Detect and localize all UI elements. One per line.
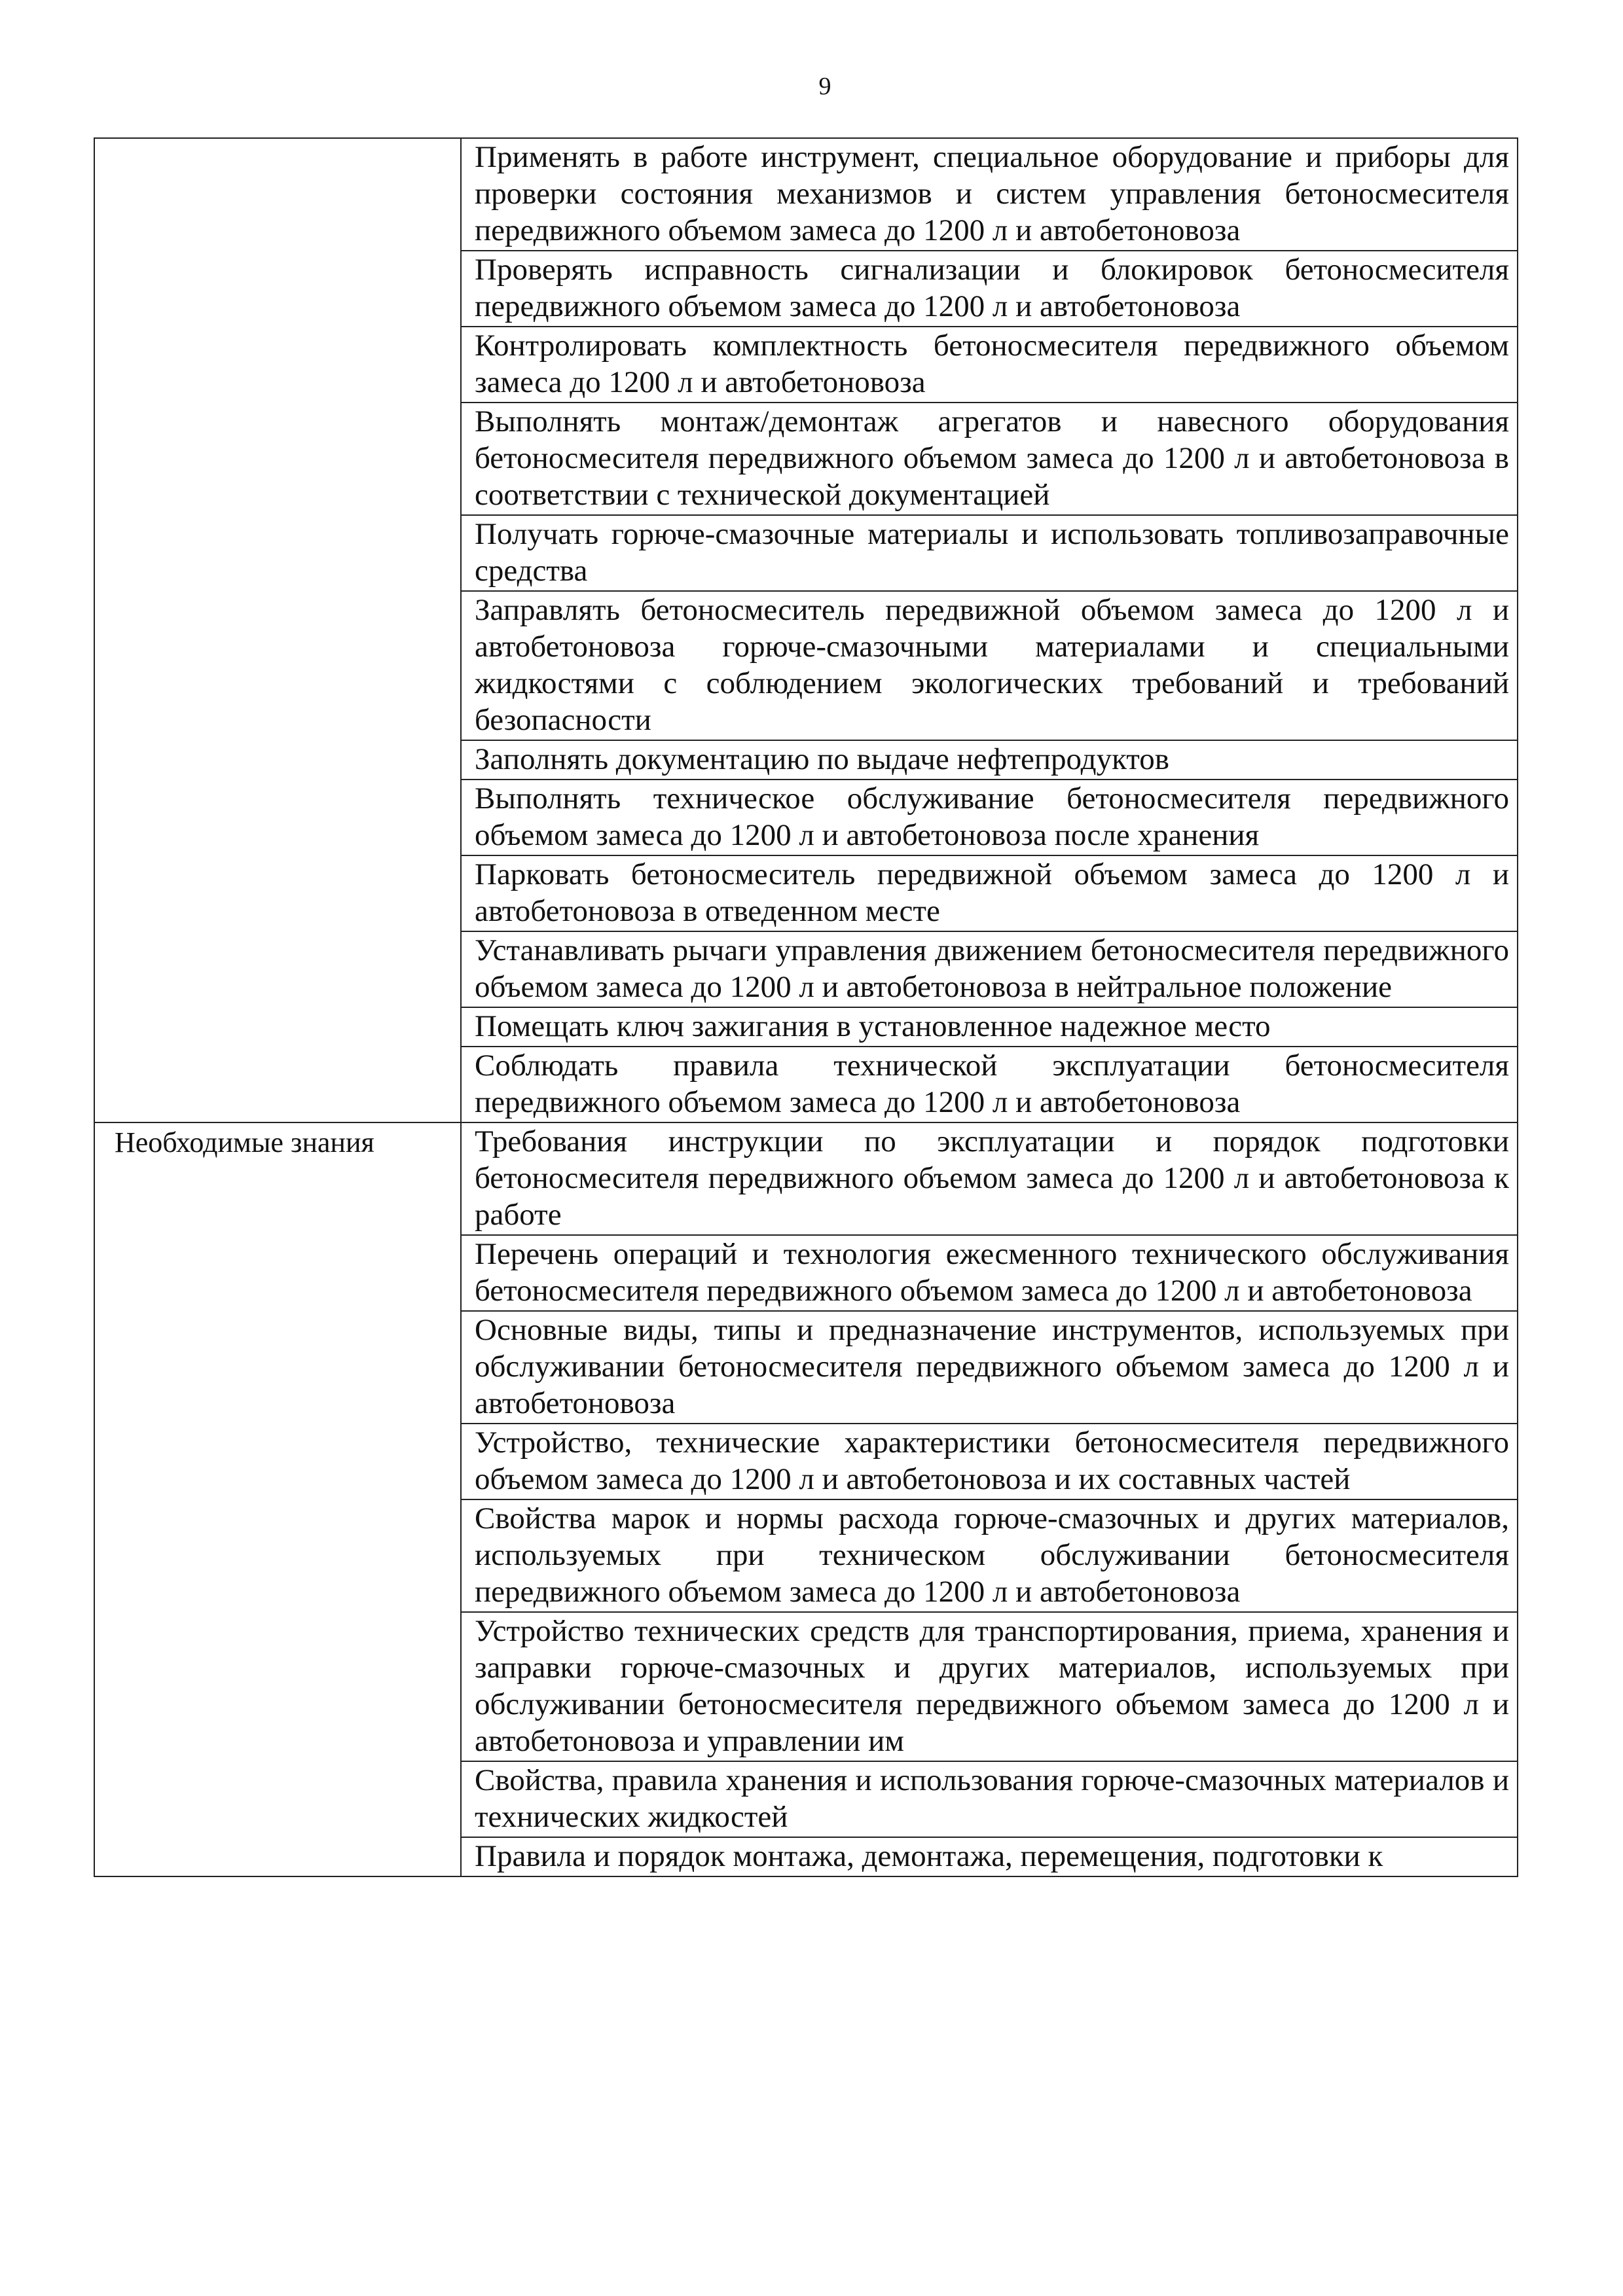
knowledge-category-cell: Необходимые знания [94, 1122, 461, 1876]
skill-item: Проверять исправность сигнализации и блокировок бетоносмесителя передвижного объемом замеса до 1200 л и автобетоновоза [461, 251, 1518, 327]
knowledge-item: Перечень операций и технология ежесменного технического обслуживания бетоносмесителя передвижного объемом замеса до 1200 л и автобетоновоза [461, 1235, 1518, 1311]
skill-item: Выполнять монтаж/демонтаж агрегатов и навесного оборудования бетоносмесителя передвижного объемом замеса до 1200 л и автобетоновоза в соответствии с технической документацией [461, 403, 1518, 515]
knowledge-item: Правила и порядок монтажа, демонтажа, перемещения, подготовки к [461, 1837, 1518, 1876]
skill-item: Помещать ключ зажигания в установленное надежное место [461, 1007, 1518, 1047]
skill-item: Применять в работе инструмент, специальное оборудование и приборы для проверки состояния механизмов и систем управления бетоносмесителя передвижного объемом замеса до 1200 л и автобетоновоза [461, 138, 1518, 251]
page-number: 9 [818, 73, 831, 100]
skill-item: Устанавливать рычаги управления движением бетоносмесителя передвижного объемом замеса до 1200 л и автобетоновоза в нейтральное положение [461, 931, 1518, 1007]
table-row [94, 1122, 1518, 1235]
skill-item: Контролировать комплектность бетоносмесителя передвижного объемом замеса до 1200 л и автобетоновоза [461, 327, 1518, 403]
knowledge-item: Устройство, технические характеристики бетоносмесителя передвижного объемом замеса до 1200 л и автобетоновоза и их составных частей [461, 1424, 1518, 1499]
skill-item: Соблюдать правила технической эксплуатации бетоносмесителя передвижного объемом замеса до 1200 л и автобетоновоза [461, 1047, 1518, 1122]
knowledge-item: Требования инструкции по эксплуатации и порядок подготовки бетоносмесителя передвижного объемом замеса до 1200 л и автобетоновоза к работе [461, 1122, 1518, 1235]
knowledge-item: Основные виды, типы и предназначение инструментов, используемых при обслуживании бетоносмесителя передвижного объемом замеса до 1200 л и автобетоновоза [461, 1311, 1518, 1424]
knowledge-item: Свойства марок и нормы расхода горюче-смазочных и других материалов, используемых при техническом обслуживании бетоносмесителя передвижного объемом замеса до 1200 л и автобетоновоза [461, 1499, 1518, 1612]
skill-item: Получать горюче-смазочные материалы и использовать топливозаправочные средства [461, 515, 1518, 591]
skill-item: Парковать бетоносмеситель передвижной объемом замеса до 1200 л и автобетоновоза в отведенном месте [461, 855, 1518, 931]
skills-category-cell [94, 138, 461, 1122]
skill-item: Выполнять техническое обслуживание бетоносмесителя передвижного объемом замеса до 1200 л и автобетоновоза после хранения [461, 780, 1518, 855]
knowledge-item: Свойства, правила хранения и использования горюче-смазочных материалов и технических жидкостей [461, 1761, 1518, 1837]
skill-item: Заполнять документацию по выдаче нефтепродуктов [461, 740, 1518, 780]
knowledge-item: Устройство технических средств для транспортирования, приема, хранения и заправки горюче-смазочных и других материалов, используемых при обслуживании бетоносмесителя передвижного объемом замеса до 1200 л и автобетоновоза и управлении им [461, 1612, 1518, 1761]
table-row [94, 138, 1518, 251]
skill-item: Заправлять бетоносмеситель передвижной объемом замеса до 1200 л и автобетоновоза горюче-смазочными материалами и специальными жидкостями с соблюдением экологических требований и требований безопасности [461, 591, 1518, 740]
requirements-table [94, 137, 1518, 1877]
